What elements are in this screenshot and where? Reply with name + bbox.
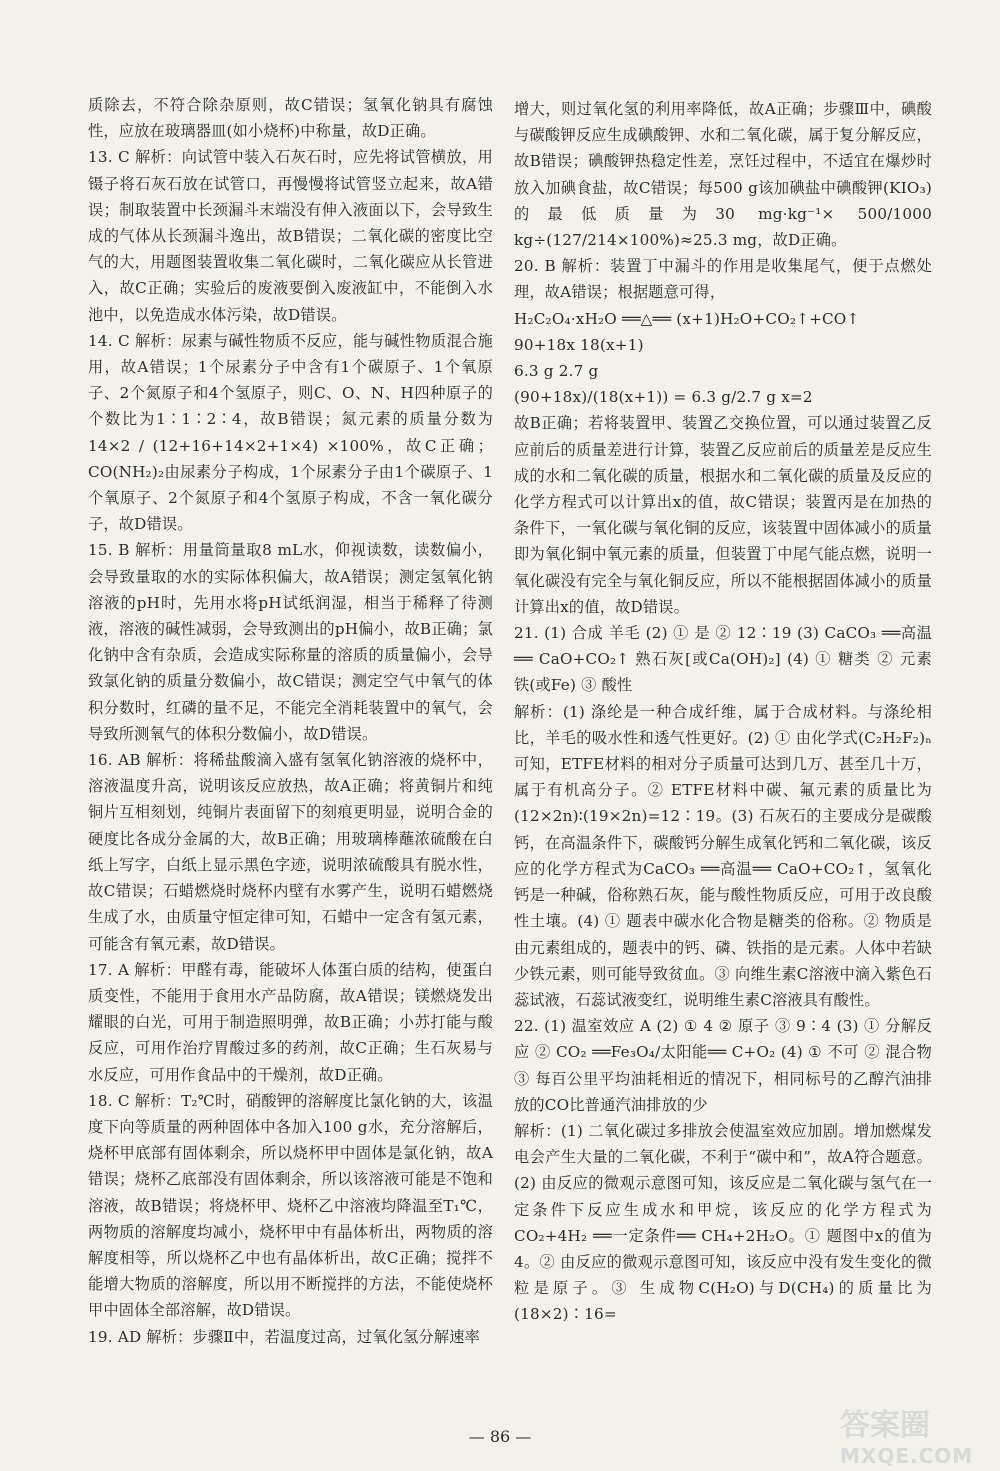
answer-item-13: 13. C 解析：向试管中装入石灰石时，应先将试管横放，用镊子将石灰石放在试管口，再慢慢将试管竖立起来，故A错误；制取装置中长颈漏斗末端没有伸入液面以下，会导致生成的气体从长颈漏斗逸出，故B错误；二氧化碳的密度比空气的大，用题图装置收集二氧化碳时，二氧化碳应从长管进入，故C正确；实验后的废液要倒入废液缸中，不能倒入水池中，以免造成水体污染，故D错误。	[88, 148, 493, 324]
chemical-equation: H₂C₂O₄·xH₂O ══△══ (x+1)H₂O+CO₂↑+CO↑	[514, 309, 860, 328]
watermark-title: 答案圈	[840, 1408, 930, 1443]
watermark-logo	[840, 1400, 974, 1468]
answer-item-16: 16. AB 解析：将稀盐酸滴入盛有氢氧化钠溶液的烧杯中，溶液温度升高，说明该反应放热，故A正确；将黄铜片和纯铜片互相刻划，纯铜片表面留下的刻痕更明显，说明合金的硬度比各成分金属的大，故B正确；用玻璃棒蘸浓硫酸在白纸上写字，白纸上显示黑色字迹，说明浓硫酸具有脱水性，故C错误；石蜡燃烧时烧杯内壁有水雾产生，说明石蜡燃烧生成了水，由质量守恒定律可知，石蜡中一定含有氢元素，可能含有氧元素，故D错误。	[88, 751, 493, 953]
paragraph: 增大，则过氧化氢的利用率降低，故A正确；步骤Ⅲ中，碘酸与碳酸钾反应生成碘酸钾、水和二氧化碳，属于复分解反应，故B错误；碘酸钾热稳定性差，烹饪过程中，不适宜在爆炒时放入加碘食盐，故C错误；每500 g该加碘盐中碘酸钾(KIO₃)的最低质量为30 mg·kg⁻¹× 500/1000 kg÷(127/214×100%)≈25.3 mg，故D正确。	[514, 100, 932, 250]
explanation-21: 解析：(1) 涤纶是一种合成纤维，属于合成材料。与涤纶相比，羊毛的吸水性和透气性更好。(2) ① 由化学式(C₂H₂F₂)ₙ可知，ETFE材料的相对分子质量可达到几万、甚至几十万，属于有机高分子。② ETFE材料中碳、氟元素的质量比为(12×2n)∶(19×2n)=12∶19。(3) 石灰石的主要成分是碳酸钙，在高温条件下，碳酸钙分解生成氧化钙和二氧化碳，该反应的化学方程式为CaCO₃ ══高温══ CaO+CO₂↑，氢氧化钙是一种碱，俗称熟石灰，能与酸性物质反应，可用于改良酸性土壤。(4) ① 题表中碳水化合物是糖类的俗称。② 物质是由元素组成的，题表中的钙、磷、铁指的是元素。人体中若缺少铁元素，则可能导致贫血。③ 向维生素C溶液中滴入紫色石蕊试液，石蕊试液变红，说明维生素C溶液具有酸性。	[514, 702, 932, 1009]
watermark-url: MXQE.COM	[840, 1444, 974, 1468]
right-column	[514, 96, 932, 1328]
equation-row: 90+18x 18(x+1)	[514, 335, 644, 354]
page-number: — 86 —	[468, 1427, 532, 1446]
equation-row: 6.3 g 2.7 g	[514, 362, 599, 381]
answer-item-17: 17. A 解析：甲醛有毒，能破坏人体蛋白质的结构，使蛋白质变性，不能用于食用水产品防腐，故A错误；镁燃烧发出耀眼的白光，可用于制造照明弹，故B正确；小苏打能与酸反应，可用作治疗胃酸过多的药剂，故C正确；生石灰易与水反应，可用作食品中的干燥剂，故D正确。	[88, 960, 493, 1084]
answer-item-18: 18. C 解析：T₂℃时，硝酸钾的溶解度比氯化钠的大，该温度下向等质量的两种固体中各加入100 g水，充分溶解后，烧杯甲底部有固体剩余，所以烧杯甲中固体是氯化钠，故A错误；烧杯乙底部没有固体剩余，所以该溶液可能是不饱和溶液，故B错误；将烧杯甲、烧杯乙中溶液均降温至T₁℃，两物质的溶解度均减小，烧杯甲中有晶体析出，两物质的溶解度相等，所以烧杯乙中也有晶体析出，故C正确；搅拌不能增大物质的溶解度，所以用不断搅拌的方法，不能使烧杯甲中固体全部溶解，故D错误。	[88, 1091, 493, 1320]
left-column	[88, 92, 493, 1350]
ratio-equation: (90+18x)/(18(x+1)) = 6.3 g/2.7 g x=2	[514, 388, 813, 407]
paragraph: 质除去，不符合除杂原则，故C错误；氢氧化钠具有腐蚀性，应放在玻璃器皿(如小烧杯)中称量，故D正确。	[88, 96, 493, 141]
answer-item-15: 15. B 解析：用量筒量取8 mL水，仰视读数，读数偏小，会导致量取的水的实际体积偏大，故A错误；测定氢氧化钠溶液的pH时，先用水将pH试纸润湿，相当于稀释了待测液，溶液的碱性减弱，会导致测出的pH偏小，故B正确；氯化钠中含有杂质，会造成实际称量的溶质的质量偏小，会导致氯化钠的质量分数偏小，故C错误；测定空气中氧气的体积分数时，红磷的量不足，不能完全消耗装置中的氧气，会导致所测氧气的体积分数偏小，故D错误。	[88, 541, 493, 743]
answer-item-14: 14. C 解析：尿素与碱性物质不反应，能与碱性物质混合施用，故A错误；1个尿素分子中含有1个碳原子、1个氧原子、2个氮原子和4个氢原子，则C、O、N、H四种原子的个数比为1∶1∶2∶4，故B错误；氮元素的质量分数为 14×2 / (12+16+14×2+1×4) ×100%，故C正确；CO(NH₂)₂由尿素分子构成，1个尿素分子由1个碳原子、1个氧原子、2个氮原子和4个氢原子构成，不含一氧化碳分子，故D错误。	[88, 331, 493, 534]
answer-item-21: 21. (1) 合成 羊毛 (2) ① 是 ② 12∶19 (3) CaCO₃ ══高温══ CaO+CO₂↑ 熟石灰[或Ca(OH)₂] (4) ① 糖类 ② 元素 铁(或Fe) ③ 酸性	[514, 624, 932, 695]
answer-item-22: 22. (1) 温室效应 A (2) ① 4 ② 原子 ③ 9∶4 (3) ① 分解反应 ② CO₂ ══Fe₃O₄/太阳能══ C+O₂ (4) ① 不可 ② 混合物 ③ 每百公里平均油耗相近的情况下，相同标号的乙醇汽油排放的CO比普通汽油排放的少	[514, 1017, 932, 1114]
paragraph: 故B正确；若将装置甲、装置乙交换位置，可以通过装置乙反应前后的质量差进行计算，装置乙反应前后的质量差是反应生成的水和二氧化碳的质量，根据水和二氧化碳的质量及反应的化学方程式可以计算出x的值，故C错误；装置丙是在加热的条件下，一氧化碳与氧化铜的反应，该装置中固体减小的质量即为氧化铜中氧元素的质量，但装置丁中尾气能点燃，说明一氧化碳没有完全与氧化铜反应，所以不能根据固体减小的质量计算出x的值，故D错误。	[514, 414, 932, 616]
answer-item-19: 19. AD 解析：步骤Ⅱ中，若温度过高，过氧化氢分解速率	[88, 1327, 481, 1346]
answer-item-20: 20. B 解析：装置丁中漏斗的作用是收集尾气，便于点燃处理，故A错误；根据题意可得，	[514, 257, 932, 302]
explanation-22: 解析：(1) 二氧化碳过多排放会使温室效应加剧。增加燃煤发电会产生大量的二氧化碳，不利于“碳中和”，故A符合题意。(2) 由反应的微观示意图可知，该反应是二氧化碳与氢气在一定条件下反应生成水和甲烷，该反应的化学方程式为CO₂+4H₂ ══一定条件══ CH₄+2H₂O。① 题图中x的值为4。② 由反应的微观示意图可知，该反应中没有发生变化的微粒是原子。③ 生成物C(H₂O)与D(CH₄)的质量比为(18×2)∶16=	[514, 1121, 932, 1324]
